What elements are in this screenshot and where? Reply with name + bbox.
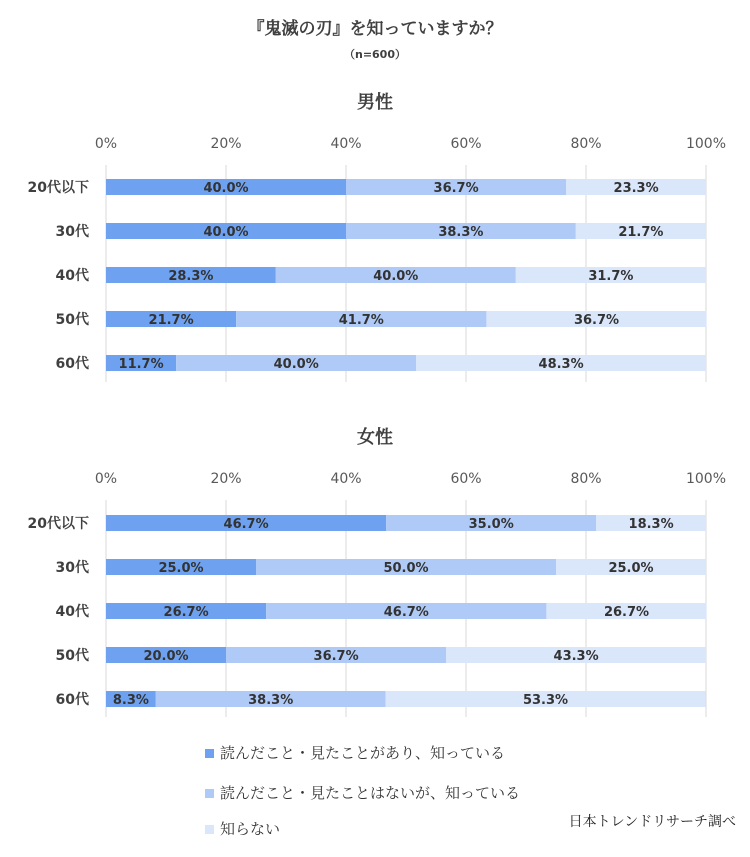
legend-swatch-unaware: [205, 825, 214, 834]
data-label-0-2-2: 31.7%: [588, 269, 634, 284]
x-tick-label-0-4: 80%: [570, 136, 602, 152]
legend-item-unaware: [205, 818, 280, 839]
x-tick-label-1-2: 40%: [330, 471, 362, 487]
x-tick-label-1-5: 100%: [685, 471, 727, 487]
data-label-1-2-1: 46.7%: [383, 605, 429, 620]
x-tick-label-0-0: 0%: [94, 136, 118, 152]
x-tick-label-1-0: 0%: [94, 471, 118, 487]
x-tick-label-0-3: 60%: [450, 136, 482, 152]
data-label-0-2-0: 28.3%: [168, 269, 214, 284]
legend-item-read: [205, 742, 505, 763]
data-label-0-1-2: 21.7%: [618, 225, 664, 240]
data-label-0-0-1: 36.7%: [433, 181, 479, 196]
category-label-1-2: 40代: [55, 604, 89, 620]
panel-title-1: 女性: [357, 427, 393, 448]
data-label-1-1-1: 50.0%: [383, 561, 429, 576]
data-label-0-2-1: 40.0%: [373, 269, 419, 284]
data-label-1-0-0: 46.7%: [223, 517, 269, 532]
data-label-1-0-1: 35.0%: [468, 517, 514, 532]
data-label-0-4-1: 40.0%: [273, 357, 319, 372]
data-label-1-1-0: 25.0%: [158, 561, 204, 576]
chart-subtitle: （n=600）: [343, 48, 406, 61]
data-label-0-3-2: 36.7%: [573, 313, 620, 328]
data-label-0-4-2: 48.3%: [538, 357, 584, 372]
category-label-0-0: 20代以下: [27, 180, 89, 196]
data-label-0-4-0: 11.7%: [118, 357, 164, 372]
x-tick-label-0-1: 20%: [210, 136, 242, 152]
category-label-1-1: 30代: [55, 560, 89, 576]
data-label-0-3-1: 41.7%: [338, 313, 384, 328]
data-label-1-3-0: 20.0%: [143, 649, 189, 664]
category-label-1-4: 60代: [55, 692, 89, 708]
chart-title: 『鬼滅の刃』を知っていますか？: [247, 19, 503, 39]
legend-label-read: 読んだこと・見たことがあり、知っている: [220, 744, 506, 762]
panel-title-0: 男性: [357, 92, 393, 113]
data-label-1-3-2: 43.3%: [553, 649, 599, 664]
legend-label-aware: 読んだこと・見たことはないが、知っている: [220, 784, 521, 802]
data-label-1-1-2: 25.0%: [608, 561, 654, 576]
data-label-1-4-2: 53.3%: [522, 693, 569, 708]
legend-swatch-read: [205, 749, 214, 758]
source-credit: 日本トレンドリサーチ調べ: [568, 814, 736, 830]
data-label-0-1-1: 38.3%: [438, 225, 484, 240]
data-label-0-1-0: 40.0%: [203, 225, 249, 240]
x-tick-label-1-1: 20%: [210, 471, 242, 487]
legend-swatch-aware: [205, 789, 214, 798]
category-label-0-2: 40代: [55, 268, 89, 284]
x-tick-label-1-3: 60%: [450, 471, 482, 487]
data-label-1-2-2: 26.7%: [603, 605, 650, 620]
x-tick-label-1-4: 80%: [570, 471, 602, 487]
category-label-0-4: 60代: [55, 356, 89, 372]
data-label-0-3-0: 21.7%: [148, 313, 194, 328]
legend-item-aware: [205, 782, 520, 803]
category-label-0-1: 30代: [55, 224, 89, 240]
data-label-0-0-0: 40.0%: [203, 181, 249, 196]
data-label-1-4-0: 8.3%: [112, 693, 149, 708]
x-tick-label-0-5: 100%: [685, 136, 727, 152]
data-label-1-4-1: 38.3%: [248, 693, 294, 708]
data-label-0-0-2: 23.3%: [613, 181, 659, 196]
data-label-1-3-1: 36.7%: [313, 649, 359, 664]
category-label-0-3: 50代: [55, 312, 89, 328]
category-label-1-3: 50代: [55, 648, 89, 664]
category-label-1-0: 20代以下: [27, 516, 89, 532]
legend-label-unaware: 知らない: [220, 820, 281, 838]
data-label-1-2-0: 26.7%: [163, 605, 209, 620]
data-label-1-0-2: 18.3%: [628, 517, 674, 532]
x-tick-label-0-2: 40%: [330, 136, 362, 152]
